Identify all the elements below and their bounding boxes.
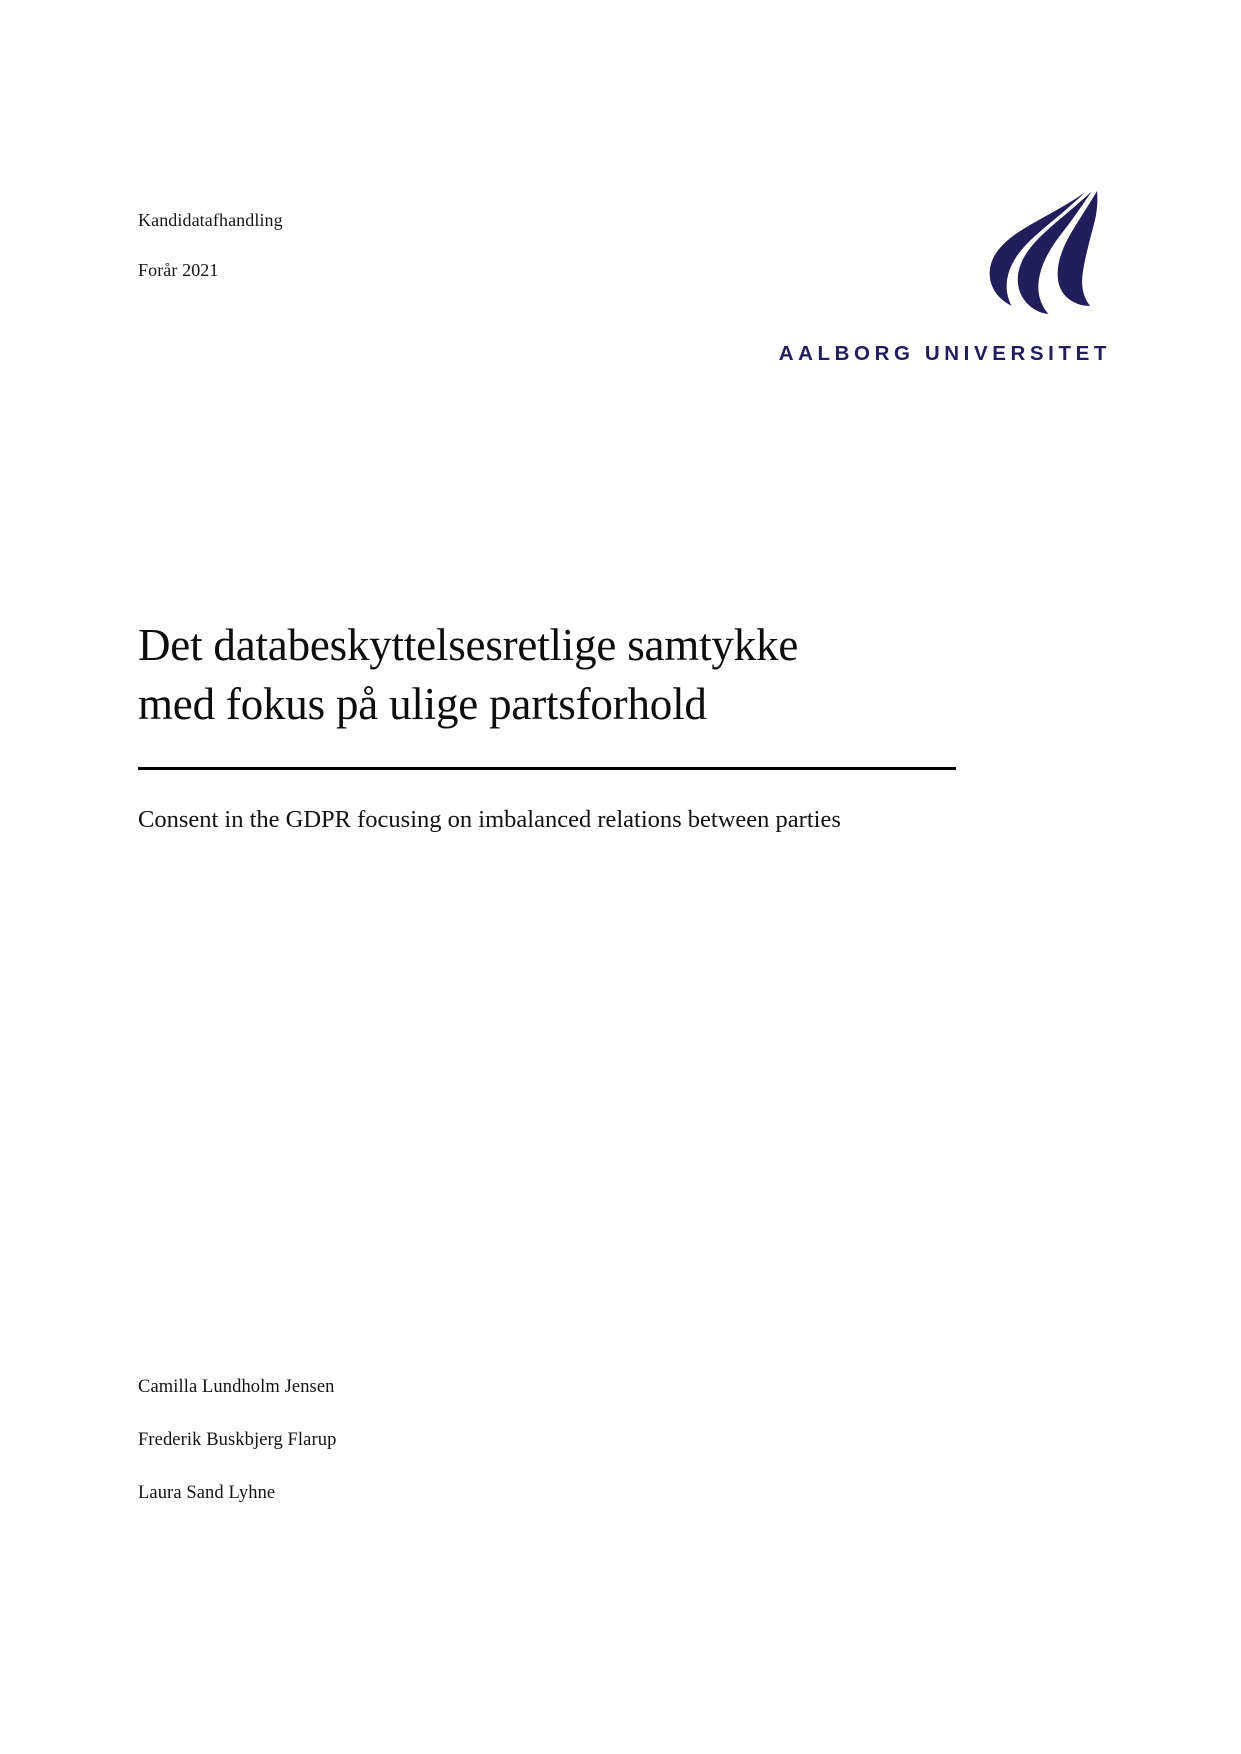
- subtitle: Consent in the GDPR focusing on imbalanced relations between parties: [138, 806, 841, 834]
- title-line-1: Det databeskyttelsesretlige samtykke: [138, 620, 799, 671]
- author-name: Camilla Lundholm Jensen: [138, 1377, 335, 1397]
- document-type-label: Kandidatafhandling: [138, 210, 283, 230]
- author-name: Frederik Buskbjerg Flarup: [138, 1430, 337, 1451]
- title-line-2: med fokus på ulige partsforhold: [138, 678, 707, 729]
- university-wordmark: AALBORG UNIVERSITET: [778, 342, 1111, 365]
- author-list: [138, 1375, 758, 1505]
- page-title: [138, 616, 1118, 733]
- university-logo: [771, 190, 1111, 366]
- author-name: Laura Sand Lyhne: [138, 1483, 276, 1504]
- title-block: [138, 586, 1118, 836]
- title-divider: [138, 767, 956, 770]
- semester-label: Forår 2021: [138, 260, 219, 281]
- document-meta: [138, 208, 558, 283]
- aalborg-university-flame-logo-icon: [987, 190, 1105, 314]
